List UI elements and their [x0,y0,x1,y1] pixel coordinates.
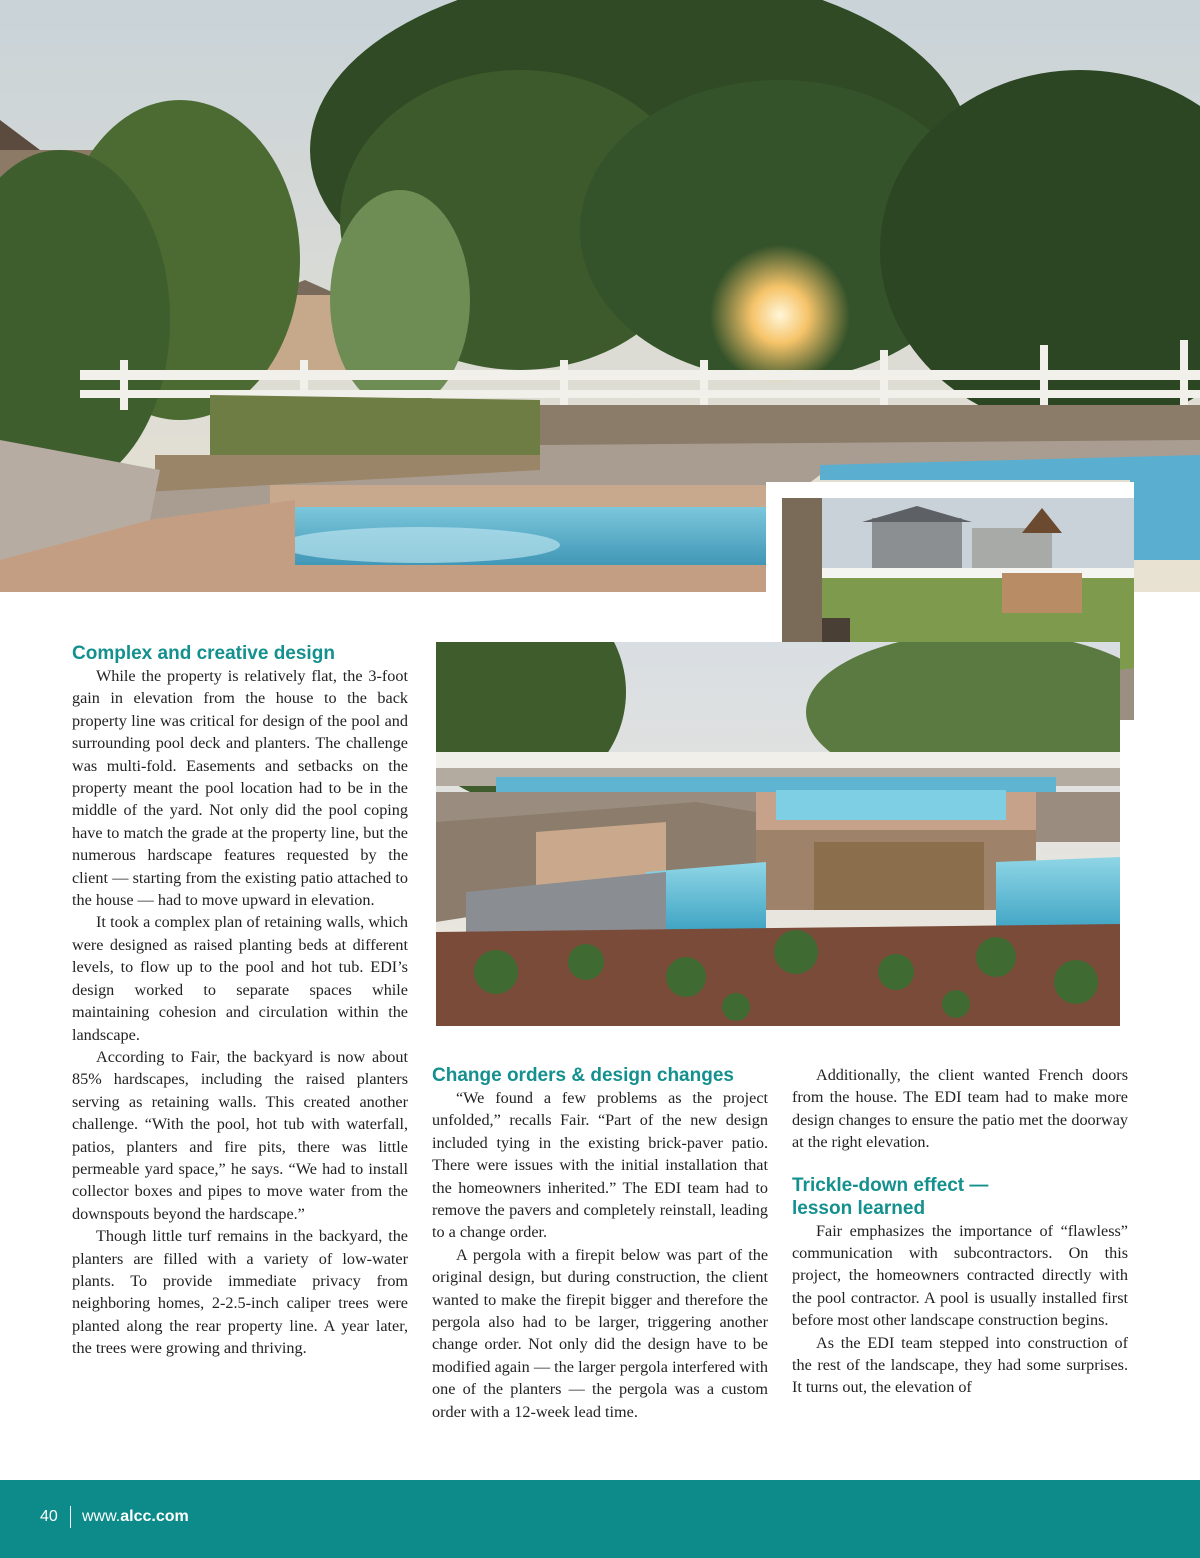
heading-change-orders: Change orders & design changes [432,1065,734,1086]
article-column-2 [432,1064,768,1423]
footer-url[interactable] [82,1508,189,1526]
paragraph: It took a complex plan of retaining walls, which were designed as raised planting beds at different levels, to flow up to the pool and hot tub. EDI’s design worked to separate spaces while maintaining cohesion and circulation within the landscape. [72,913,408,1044]
footer-divider [70,1506,71,1528]
paragraph: While the property is relatively flat, the 3-foot gain in elevation from the house to the back property line was critical for design of the pool and surrounding pool deck and planters. The challenge was multi-fold. Easements and setbacks on the property meant the pool location had to be in the middle of the yard. Not only did the pool coping have to match the grade at the property line, but the numerous hardscape features requested by the client — starting from the existing patio attached to the house — had to move upward in elevation. [72,667,408,910]
heading-trickle-down [792,1174,1128,1220]
paragraph: Fair emphasizes the importance of “flawless” communication with subcontractors. On this project, the homeowners contracted directly with the pool contractor. A pool is usually installed first before most other landscape construction begins. [792,1221,1128,1330]
paragraph: Additionally, the client wanted French doors from the house. The EDI team had to make more design changes to ensure the patio met the doorway at the right elevation. [792,1066,1128,1152]
paragraph: As the EDI team stepped into construction of the rest of the landscape, they had some surprises. It turns out, the elevation of [792,1333,1128,1397]
heading-line-1: Trickle-down effect — [792,1174,989,1196]
paragraph: Though little turf remains in the backyard, the planters are filled with a variety of low-water plants. To provide immediate privacy from neighboring homes, 2-2.5-inch caliper trees were planted along the rear property line. A year later, the trees were growing and thriving. [72,1227,408,1358]
page-number: 40 [40,1508,58,1525]
url-prefix: www. [82,1508,121,1525]
url-domain: alcc.com [120,1508,189,1525]
paragraph: “We found a few problems as the project unfolded,” recalls Fair. “Part of the new design included tying in the existing brick-paver patio. There were issues with the initial installation that the homeowners inherited.” The EDI team had to remove the pavers and completely reinstall, leading to a change order. [432,1089,768,1242]
article-column-3 [792,1064,1128,1399]
paragraph: A pergola with a firepit below was part of the original design, but during construction, the client wanted to make the firepit bigger and therefore the pergola also had to be larger, triggering another change order. Not only did the design have to be modified again — the larger pergola interfered with one of the planters — the pergola was a custom order with a 12-week lead time. [432,1245,768,1421]
heading-line-2: lesson learned [792,1197,926,1219]
paragraph: According to Fair, the backyard is now about 85% hardscapes, including the raised planters serving as retaining walls. This created another challenge. “With the pool, hot tub with waterfall, patios, planters and fire pits, there was little permeable yard space,” he says. “We had to install collector boxes and pipes to move water from the downspouts beyond the hardscape.” [72,1047,408,1223]
article-column-1 [72,642,408,1360]
page-footer [0,1480,1200,1558]
pool-photo [436,642,1120,1026]
heading-complex-design: Complex and creative design [72,643,335,664]
